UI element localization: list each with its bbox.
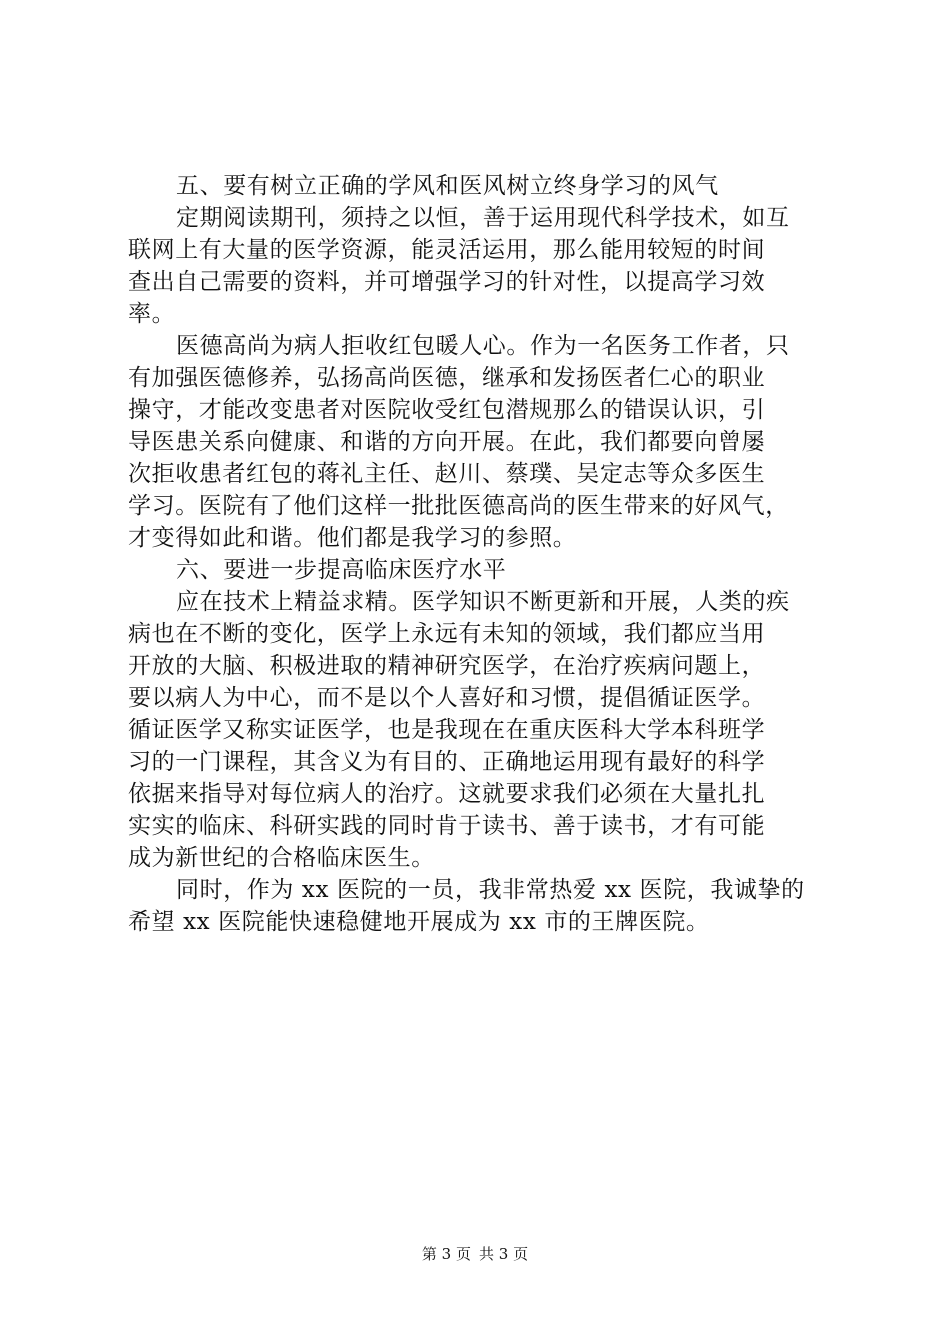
paragraph-line: 联网上有大量的医学资源，能灵活运用，那么能用较短的时间 <box>128 237 766 263</box>
paragraph-line: 循证医学又称实证医学，也是我现在在重庆医科大学本科班学 <box>128 717 766 743</box>
paragraph-line: 定期阅读期刊，须持之以恒，善于运用现代科学技术，如互 <box>176 205 790 231</box>
paragraph-line: 开放的大脑、积极进取的精神研究医学，在治疗疾病问题上， <box>128 653 766 679</box>
paragraph-line: 才变得如此和谐。他们都是我学习的参照。 <box>128 525 577 551</box>
paragraph-line: 学习。医院有了他们这样一批批医德高尚的医生带来的好风气， <box>128 493 789 519</box>
paragraph-line: 应在技术上精益求精。医学知识不断更新和开展，人类的疾 <box>176 589 790 615</box>
section-heading-6: 六、要进一步提高临床医疗水平 <box>176 557 507 583</box>
paragraph-line: 同时，作为 xx 医院的一员，我非常热爱 xx 医院，我诚挚的 <box>176 877 805 903</box>
document-body <box>128 170 836 938</box>
page-footer <box>0 1244 950 1264</box>
paragraph-line: 率。 <box>128 301 176 327</box>
paragraph-line: 导医患关系向健康、和谐的方向开展。在此，我们都要向曾屡 <box>128 429 766 455</box>
paragraph-line: 成为新世纪的合格临床医生。 <box>128 845 435 871</box>
paragraph-line: 依据来指导对每位病人的治疗。这就要求我们必须在大量扎扎 <box>128 781 766 807</box>
paragraph-line: 有加强医德修养，弘扬高尚医德，继承和发扬医者仁心的职业 <box>128 365 766 391</box>
paragraph-line: 次拒收患者红包的蒋礼主任、赵川、蔡璞、吴定志等众多医生 <box>128 461 766 487</box>
page-number: 第 3 页 <box>421 1245 471 1263</box>
section-heading-5: 五、要有树立正确的学风和医风树立终身学习的风气 <box>176 173 719 199</box>
paragraph-line: 操守，才能改变患者对医院收受红包潜规那么的错误认识，引 <box>128 397 766 423</box>
paragraph-line: 实实的临床、科研实践的同时肯于读书、善于读书，才有可能 <box>128 813 766 839</box>
paragraph-line: 病也在不断的变化，医学上永远有未知的领域，我们都应当用 <box>128 621 766 647</box>
paragraph-line: 查出自己需要的资料，并可增强学习的针对性，以提高学习效 <box>128 269 766 295</box>
paragraph-line: 要以病人为中心，而不是以个人喜好和习惯，提倡循证医学。 <box>128 685 766 711</box>
page-total: 共 3 页 <box>479 1245 529 1263</box>
paragraph-line: 医德高尚为病人拒收红包暖人心。作为一名医务工作者，只 <box>176 333 790 359</box>
paragraph-line: 习的一门课程，其含义为有目的、正确地运用现有最好的科学 <box>128 749 766 775</box>
paragraph-line: 希望 xx 医院能快速稳健地开展成为 xx 市的王牌医院。 <box>128 909 710 935</box>
